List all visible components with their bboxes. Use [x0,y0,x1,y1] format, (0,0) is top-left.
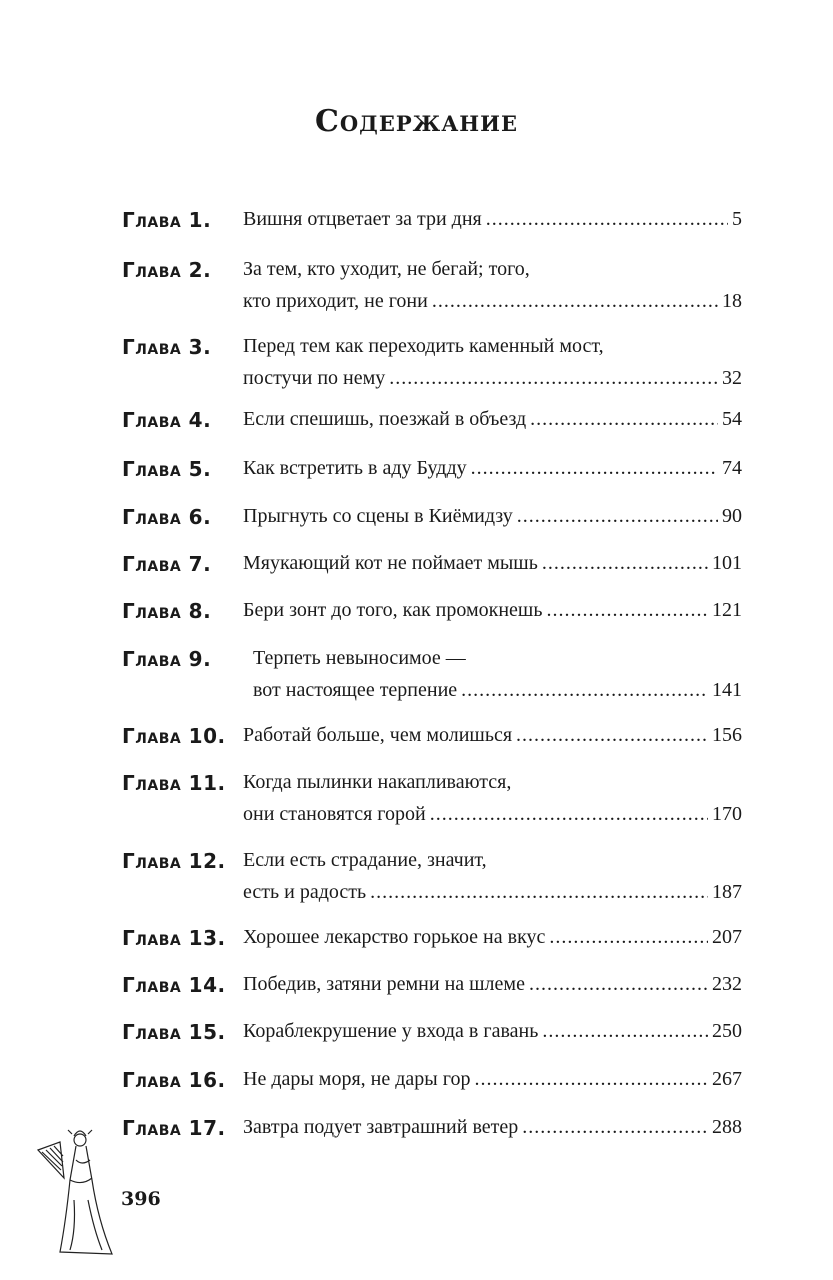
chapter-title-line [253,677,742,703]
dot-leader [430,801,708,827]
chapter-title-text: Если есть страдание, значит, [243,849,487,871]
chapter-title-text: постучи по нему [243,367,386,389]
dot-leader [549,924,708,950]
page-reference: 18 [722,290,742,312]
chapter-label: Глава 11. [122,771,226,795]
chapter-title-line [243,879,742,905]
chapter-title-line [243,288,742,314]
chapter-title-text: кто приходит, не гони [243,290,428,312]
dot-leader [530,406,718,432]
dot-leader [542,1018,708,1044]
page-reference: 121 [712,599,742,621]
page-reference: 170 [712,803,742,825]
chapter-label: Глава 2. [122,258,212,282]
chapter-label: Глава 9. [122,647,212,671]
chapter-label: Глава 13. [122,926,226,950]
chapter-title-text: Когда пылинки накапливаются, [243,771,512,793]
chapter-title-text: Бери зонт до того, как промокнешь [243,599,543,621]
page-reference: 54 [722,408,742,430]
page-reference: 187 [712,881,742,903]
chapter-title-line [243,455,742,481]
chapter-label: Глава 4. [122,408,212,432]
page-reference: 288 [712,1116,742,1138]
chapter-title-text: За тем, кто уходит, не бегай; того, [243,258,530,280]
chapter-label: Глава 1. [122,208,212,232]
chapter-label: Глава 16. [122,1068,226,1092]
page-reference: 207 [712,926,742,948]
chapter-title-line [243,256,742,282]
dot-leader [486,206,728,232]
dot-leader [517,503,718,529]
page-reference: 250 [712,1020,742,1042]
chapter-title-text: Перед тем как переходить каменный мост, [243,335,604,357]
chapter-title-text: Не дары моря, не дары гор [243,1068,471,1090]
dot-leader [529,971,708,997]
chapter-label: Глава 6. [122,505,212,529]
chapter-title-text: Победив, затяни ремни на шлеме [243,973,525,995]
dot-leader [471,455,718,481]
chapter-title-text: вот настоящее терпение [253,679,458,701]
chapter-title-line [243,722,742,748]
chapter-label: Глава 12. [122,849,226,873]
dot-leader [432,288,718,314]
dot-leader [516,722,708,748]
chapter-title-line [243,1018,742,1044]
chapter-title-text: Вишня отцветает за три дня [243,208,482,230]
chapter-title-text: Мяукающий кот не поймает мышь [243,552,538,574]
chapter-label: Глава 3. [122,335,212,359]
chapter-title-line [243,333,742,359]
page-reference: 101 [712,552,742,574]
chapter-title-line [243,1066,742,1092]
chapter-title-line [243,597,742,623]
chapter-label: Глава 5. [122,457,212,481]
chapter-title-text: Как встретить в аду Будду [243,457,467,479]
geisha-illustration [30,1120,130,1260]
dot-leader [474,1066,708,1092]
page-reference: 156 [712,724,742,746]
dot-leader [542,550,708,576]
page-number: 396 [121,1188,161,1210]
chapter-title-text: Терпеть невыносимое — [253,647,466,669]
chapter-title-line [243,971,742,997]
chapter-title-line [243,769,742,795]
chapter-title-text: Работай больше, чем молишься [243,724,513,746]
chapter-title-line [243,206,742,232]
chapter-title-line [243,801,742,827]
page-reference: 32 [722,367,742,389]
chapter-label: Глава 15. [122,1020,226,1044]
dot-leader [546,597,708,623]
chapter-title-line [243,503,742,529]
chapter-title-text: Хорошее лекарство горькое на вкус [243,926,546,948]
chapter-label: Глава 10. [122,724,226,748]
chapter-title-line [243,550,742,576]
chapter-label: Глава 7. [122,552,212,576]
dot-leader [461,677,708,703]
chapter-title-text: Завтра подует завтрашний ветер [243,1116,519,1138]
chapter-title-line [253,645,742,671]
dot-leader [389,365,718,391]
page-reference: 74 [722,457,742,479]
chapter-title-text: Кораблекрушение у входа в гавань [243,1020,539,1042]
chapter-title-line [243,365,742,391]
chapter-title-line [243,847,742,873]
chapter-title-text: они становятся горой [243,803,426,825]
chapter-label: Глава 17. [122,1116,226,1140]
chapter-title-text: Если спешишь, поезжай в объезд [243,408,527,430]
chapter-title-line [243,924,742,950]
chapter-title-line [243,406,742,432]
page-reference: 141 [712,679,742,701]
page-title: Содержание [315,104,518,139]
chapter-title-text: Прыгнуть со сцены в Киёмидзу [243,505,513,527]
chapter-title-text: есть и радость [243,881,367,903]
page-reference: 5 [732,208,742,230]
page-reference: 232 [712,973,742,995]
dot-leader [370,879,708,905]
page-reference: 90 [722,505,742,527]
chapter-label: Глава 14. [122,973,226,997]
chapter-label: Глава 8. [122,599,212,623]
chapter-title-line [243,1114,742,1140]
dot-leader [522,1114,708,1140]
page-reference: 267 [712,1068,742,1090]
